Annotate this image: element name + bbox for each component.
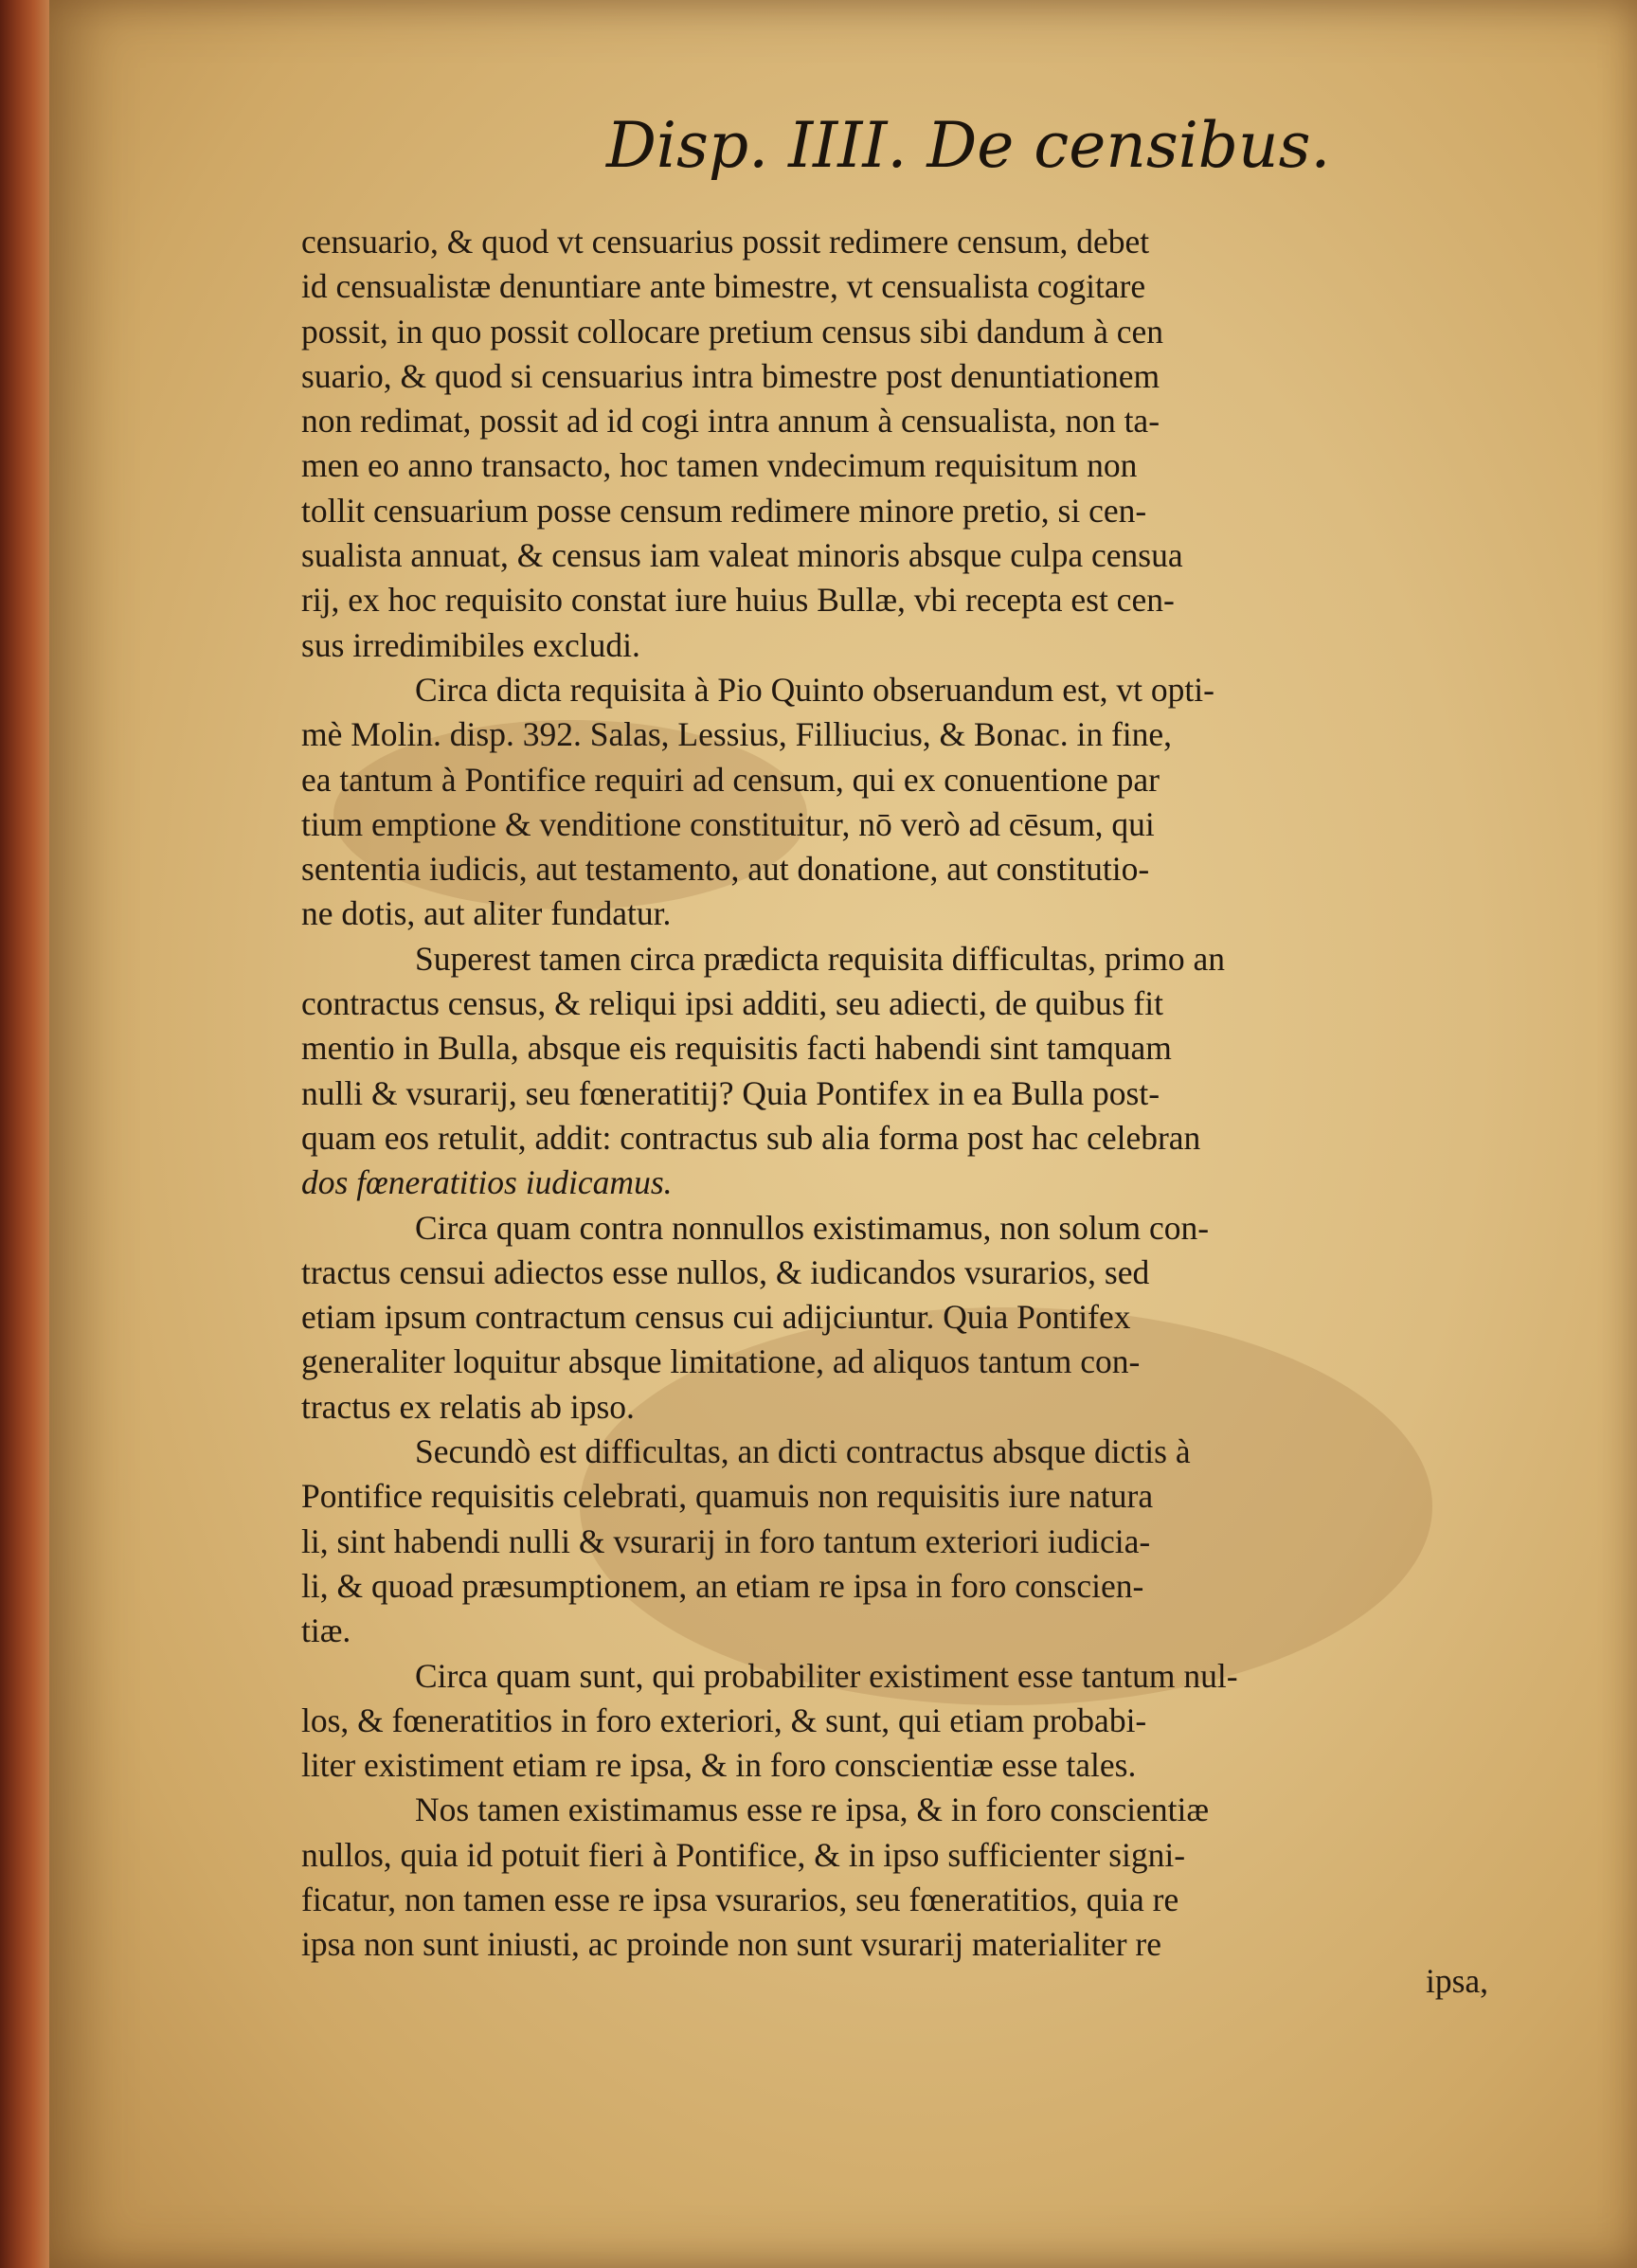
text-line: ipsa non sunt iniusti, ac proinde non sunt vsurarij materialiter re <box>301 1925 1162 1964</box>
text-line: mè Molin. disp. 392. Salas, Lessius, Filliucius, & Bonac. in fine, <box>301 715 1173 754</box>
text-line: dos fœneratitios iudicamus. <box>301 1163 673 1202</box>
text-line: ne dotis, aut aliter fundatur. <box>301 894 672 933</box>
book-fore-edge <box>0 0 57 2268</box>
text-line: tium emptione & venditione constituitur, nō verò ad cēsum, qui <box>301 804 1155 843</box>
text-line: tractus censui adiectos esse nullos, & iudicandos vsurarios, sed <box>301 1252 1150 1291</box>
text-line: etiam ipsum contractum census cui adijciuntur. Quia Pontifex <box>301 1298 1131 1337</box>
text-line: ficatur, non tamen esse re ipsa vsurarios, seu fœneratitios, quia re <box>301 1880 1179 1918</box>
text-line: Circa quam sunt, qui probabiliter existiment esse tantum nul- <box>415 1656 1238 1695</box>
text-line: non redimat, possit ad id cogi intra annum à censualista, non ta- <box>301 402 1160 441</box>
text-line: liter existiment etiam re ipsa, & in foro conscientiæ esse tales. <box>301 1746 1137 1785</box>
text-line: men eo anno transacto, hoc tamen vndecimum requisitum non <box>301 446 1138 485</box>
text-line: ea tantum à Pontifice requiri ad censum, qui ex conuentione par <box>301 760 1160 799</box>
text-line: tollit censuarium posse censum redimere minore pretio, si cen- <box>301 491 1147 530</box>
text-line: mentio in Bulla, absque eis requisitis facti habendi sint tamquam <box>301 1029 1172 1068</box>
running-header: Disp. IIII. De censibus. <box>606 109 1331 182</box>
text-line: Nos tamen existimamus esse re ipsa, & in foro conscientiæ <box>415 1791 1210 1829</box>
text-line: Secundò est difficultas, an dicti contractus absque dictis à <box>415 1432 1191 1471</box>
text-line: Pontifice requisitis celebrati, quamuis non requisitis iure natura <box>301 1477 1154 1516</box>
body-text <box>301 220 1519 1968</box>
text-line: sententia iudicis, aut testamento, aut donatione, aut constitutio- <box>301 850 1150 889</box>
text-line: possit, in quo possit collocare pretium census sibi dandum à cen <box>301 312 1164 351</box>
text-line: li, sint habendi nulli & vsurarij in foro tantum exteriori iudicia- <box>301 1521 1151 1560</box>
text-line: Circa quam contra nonnullos existimamus, non solum con- <box>415 1208 1210 1247</box>
text-line: censuario, & quod vt censuarius possit redimere censum, debet <box>301 223 1150 261</box>
text-line: nulli & vsurarij, seu fœneratitij? Quia Pontifex in ea Bulla post- <box>301 1073 1160 1112</box>
text-line: contractus census, & reliqui ipsi additi, seu adiecti, de quibus fit <box>301 984 1163 1023</box>
text-line: Superest tamen circa prædicta requisita difficultas, primo an <box>415 939 1226 978</box>
text-line: id censualistæ denuntiare ante bimestre, vt censualista cogitare <box>301 267 1146 306</box>
catchword: ipsa, <box>1426 1962 1489 2000</box>
text-line: suario, & quod si censuarius intra bimestre post denuntiationem <box>301 356 1160 395</box>
text-line: rij, ex hoc requisito constat iure huius Bullæ, vbi recepta est cen- <box>301 581 1175 620</box>
text-line: sus irredimibiles excludi. <box>301 625 640 664</box>
text-line: tractus ex relatis ab ipso. <box>301 1387 635 1426</box>
text-line: generaliter loquitur absque limitatione, ad aliquos tantum con- <box>301 1342 1141 1381</box>
text-line: nullos, quia id potuit fieri à Pontifice, & in ipso sufficienter signi- <box>301 1835 1186 1874</box>
text-line: Circa dicta requisita à Pio Quinto obseruandum est, vt opti- <box>415 670 1214 709</box>
text-line: tiæ. <box>301 1611 351 1650</box>
text-line: li, & quoad præsumptionem, an etiam re ipsa in foro conscien- <box>301 1566 1144 1605</box>
text-line: quam eos retulit, addit: contractus sub alia forma post hac celebran <box>301 1118 1201 1157</box>
text-line: los, & fœneratitios in foro exteriori, & sunt, qui etiam probabi- <box>301 1701 1147 1739</box>
text-line: sualista annuat, & census iam valeat minoris absque culpa censua <box>301 536 1183 575</box>
